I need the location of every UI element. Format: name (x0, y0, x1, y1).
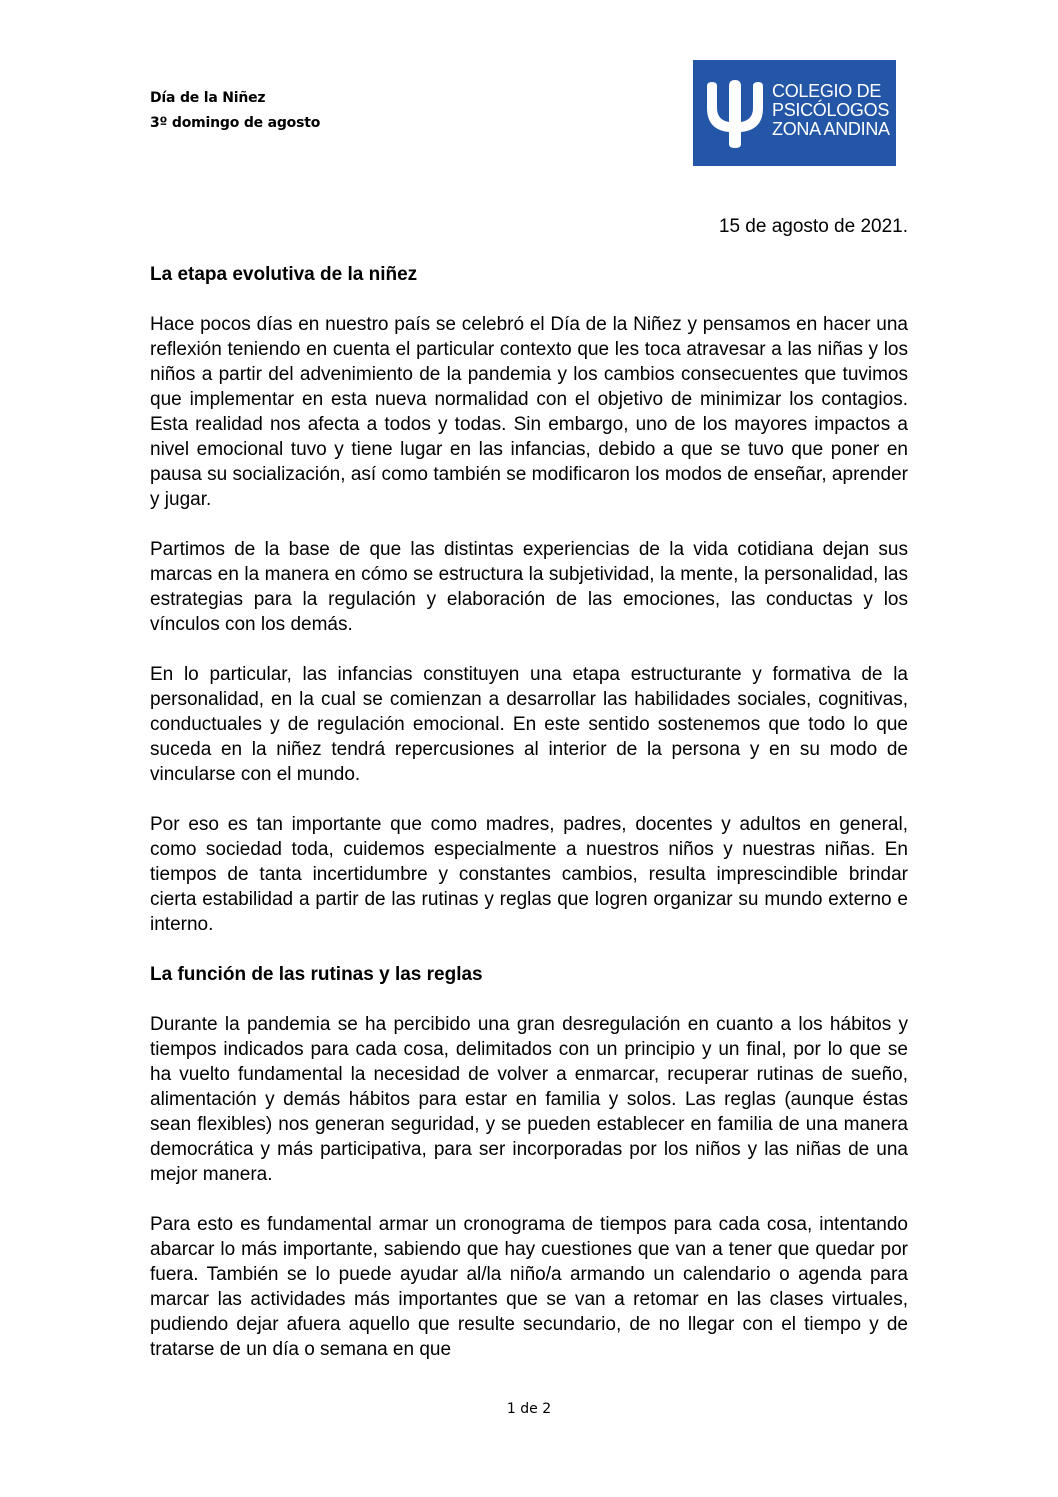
organization-logo (693, 60, 896, 166)
document-header (150, 86, 320, 136)
header-subtitle: 3º domingo de agosto (150, 115, 321, 131)
paragraph: Partimos de la base de que las distintas experiencias de la vida cotidiana dejan sus marcas en la manera en cómo se estructura la subjetividad, la mente, la personalidad, las estrategias para la regulación y elaboración de las emociones, las conductas y los vínculos con los demás. (150, 539, 908, 635)
paragraph: En lo particular, las infancias constituyen una etapa estructurante y formativa de la personalidad, en la cual se comienzan a desarrollar las habilidades sociales, cognitivas, conductuales y de regulación emocional. En este sentido sostenemos que todo lo que suceda en la niñez tendrá repercusiones al interior de la persona y en su modo de vincularse con el mundo. (150, 664, 908, 785)
document-body (150, 262, 908, 1387)
logo-line-2: PSICÓLOGOS (772, 100, 890, 120)
page-number: 1 de 2 (506, 1401, 552, 1417)
psi-symbol-icon (701, 78, 769, 150)
logo-wordmark (772, 82, 890, 139)
header-title: Día de la Niñez (150, 90, 266, 106)
logo-line-1: COLEGIO DE (772, 81, 882, 101)
paragraph: Hace pocos días en nuestro país se celebró el Día de la Niñez y pensamos en hacer una reflexión teniendo en cuenta el particular contexto que les toca atravesar a las niñas y los niños a partir del advenimiento de la pandemia y los cambios consecuentes que tuvimos que implementar en esta nueva normalidad con el objetivo de minimizar los contagios. Esta realidad nos afecta a todos y todas. Sin embargo, uno de los mayores impactos a nivel emocional tuvo y tiene lugar en las infancias, debido a que se tuvo que poner en pausa su socialización, así como también se modificaron los modos de enseñar, aprender y jugar. (150, 314, 908, 510)
logo-line-3: ZONA ANDINA (772, 119, 890, 139)
paragraph: Para esto es fundamental armar un cronograma de tiempos para cada cosa, intentando abarcar lo más importante, sabiendo que hay cuestiones que van a tener que quedar por fuera. También se lo puede ayudar al/la niño/a armando un calendario o agenda para marcar las actividades más importantes que se van a retomar en las clases virtuales, pudiendo dejar afuera aquello que resulte secundario, de no llegar con el tiempo y de tratarse de un día o semana en que (150, 1214, 908, 1360)
section-heading: La etapa evolutiva de la niñez (150, 264, 418, 285)
document-date: 15 de agosto de 2021. (718, 216, 908, 237)
paragraph: Durante la pandemia se ha percibido una gran desregulación en cuanto a los hábitos y tiempos indicados para cada cosa, delimitados con un principio y un final, por lo que se ha vuelto fundamental la necesidad de volver a enmarcar, recuperar rutinas de sueño, alimentación y demás hábitos para estar en familia y solos. Las reglas (aunque éstas sean flexibles) nos generan seguridad, y se pueden establecer en familia de una manera democrática y más participativa, para ser incorporadas por los niños y las niñas de una mejor manera. (150, 1014, 908, 1185)
paragraph: Por eso es tan importante que como madres, padres, docentes y adultos en general, como sociedad toda, cuidemos especialmente a nuestros niños y nuestras niñas. En tiempos de tanta incertidumbre y constantes cambios, resulta imprescindible brindar cierta estabilidad a partir de las rutinas y reglas que logren organizar su mundo externo e interno. (150, 814, 908, 935)
section-heading: La función de las rutinas y las reglas (150, 964, 483, 985)
